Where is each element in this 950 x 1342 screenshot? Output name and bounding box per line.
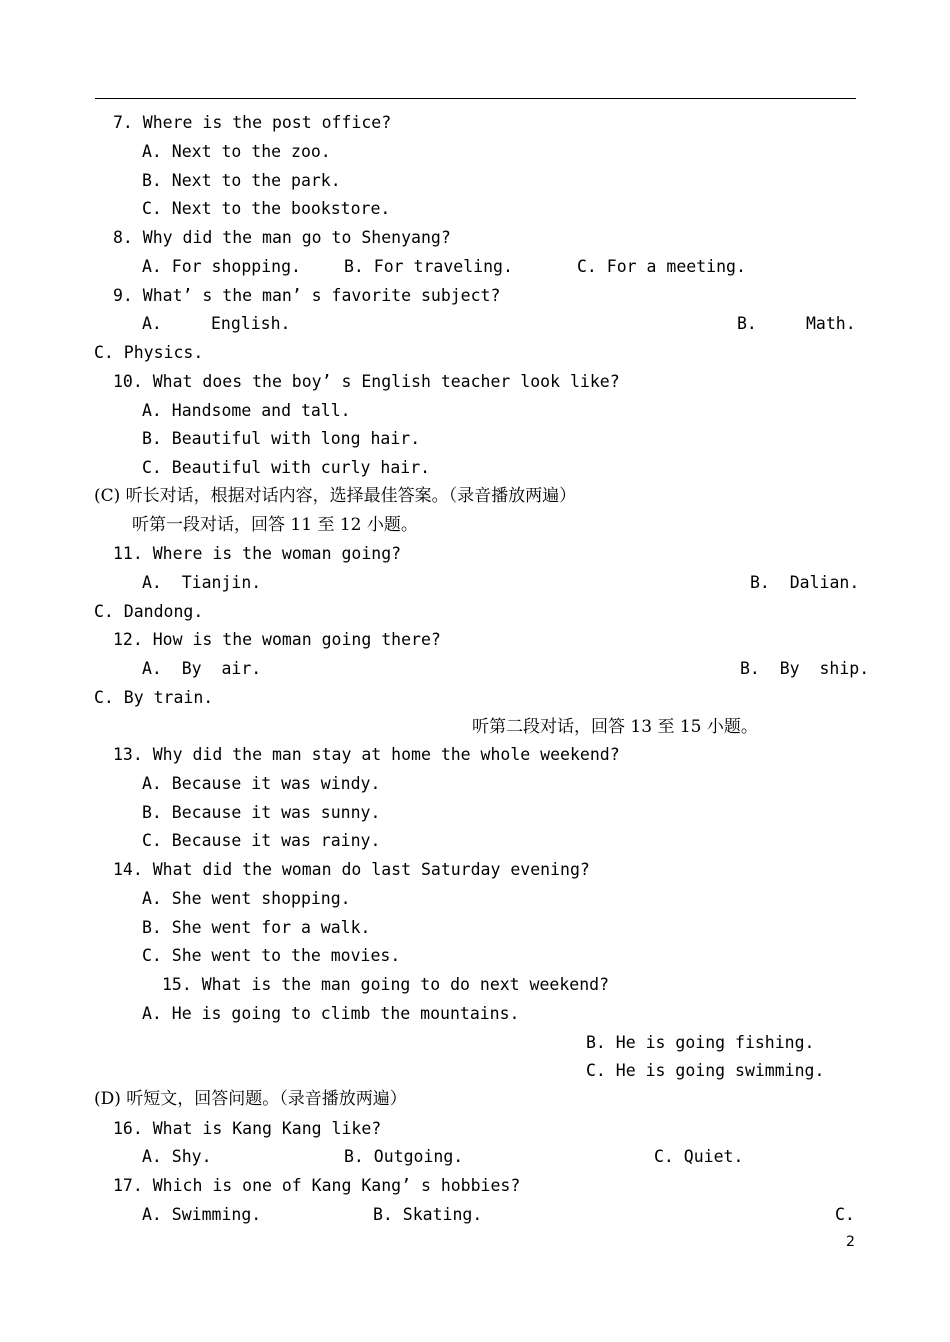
q15-option-b: B. He is going fishing. <box>586 1033 815 1052</box>
q9-option-b: Math. <box>806 314 856 333</box>
page-number: 2 <box>846 1234 855 1250</box>
q13-option-a: A. Because it was windy. <box>142 774 381 793</box>
q12-option-c: C. By train. <box>94 688 214 707</box>
q16-option-b: B. Outgoing. <box>344 1147 464 1166</box>
question-12: 12. How is the woman going there? <box>113 630 441 649</box>
q8-option-c: C. For a meeting. <box>577 257 746 276</box>
question-10: 10. What does the boy’ s English teacher look like? <box>113 372 620 391</box>
q17-option-c: C. <box>835 1205 855 1224</box>
header-rule <box>95 98 856 99</box>
q10-option-c: C. Beautiful with curly hair. <box>142 458 431 477</box>
q7-option-a: A. Next to the zoo. <box>142 142 331 161</box>
question-15: 15. What is the man going to do next weekend? <box>162 975 610 994</box>
q13-option-c: C. Because it was rainy. <box>142 831 381 850</box>
question-16: 16. What is Kang Kang like? <box>113 1119 382 1138</box>
q16-option-c: C. Quiet. <box>654 1147 744 1166</box>
question-17: 17. Which is one of Kang Kang’ s hobbies? <box>113 1176 521 1195</box>
q9-option-b-label: B. <box>737 314 757 333</box>
question-11: 11. Where is the woman going? <box>113 544 402 563</box>
q8-option-b: B. For traveling. <box>344 257 513 276</box>
q12-option-b: B. By ship. <box>740 659 870 678</box>
q14-option-b: B. She went for a walk. <box>142 918 371 937</box>
q15-option-a: A. He is going to climb the mountains. <box>142 1004 520 1023</box>
section-c-heading: (C) 听长对话，根据对话内容，选择最佳答案。（录音播放两遍） <box>94 486 577 506</box>
q11-option-c: C. Dandong. <box>94 602 204 621</box>
section-d-heading: (D) 听短文，回答问题。（录音播放两遍） <box>94 1089 407 1109</box>
question-13: 13. Why did the man stay at home the whole weekend? <box>113 745 620 764</box>
q14-option-a: A. She went shopping. <box>142 889 351 908</box>
q12-option-a: A. By air. <box>142 659 262 678</box>
question-14: 14. What did the woman do last Saturday evening? <box>113 860 590 879</box>
q11-option-a: A. Tianjin. <box>142 573 262 592</box>
question-7: 7. Where is the post office? <box>113 113 392 132</box>
q8-option-a: A. For shopping. <box>142 257 301 276</box>
q17-option-a: A. Swimming. <box>142 1205 262 1224</box>
q11-option-b: B. Dalian. <box>750 573 860 592</box>
question-9: 9. What’ s the man’ s favorite subject? <box>113 286 501 305</box>
q10-option-b: B. Beautiful with long hair. <box>142 429 421 448</box>
q16-option-a: A. Shy. <box>142 1147 212 1166</box>
q7-option-b: B. Next to the park. <box>142 171 341 190</box>
q15-option-c: C. He is going swimming. <box>586 1061 825 1080</box>
dialog-2-instruction: 听第二段对话，回答 13 至 15 小题。 <box>472 717 758 737</box>
q7-option-c: C. Next to the bookstore. <box>142 199 391 218</box>
question-8: 8. Why did the man go to Shenyang? <box>113 228 451 247</box>
q9-option-a-label: A. <box>142 314 162 333</box>
dialog-1-instruction: 听第一段对话，回答 11 至 12 小题。 <box>132 515 418 535</box>
q9-option-c: C. Physics. <box>94 343 204 362</box>
q10-option-a: A. Handsome and tall. <box>142 401 351 420</box>
q13-option-b: B. Because it was sunny. <box>142 803 381 822</box>
q14-option-c: C. She went to the movies. <box>142 946 401 965</box>
q17-option-b: B. Skating. <box>373 1205 483 1224</box>
q9-option-a: English. <box>211 314 291 333</box>
